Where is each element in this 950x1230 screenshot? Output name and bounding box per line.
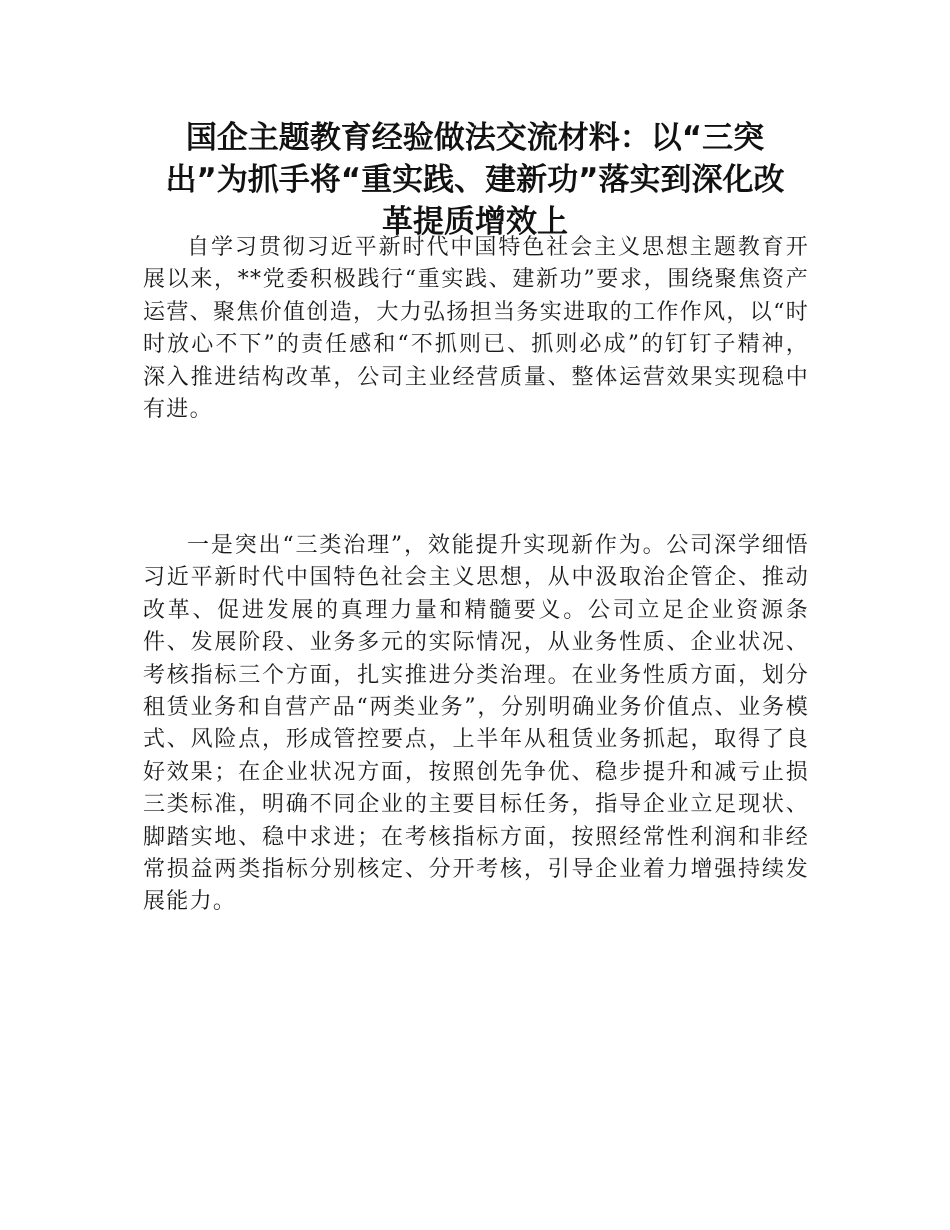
paragraph-section-one: 一是突出“三类治理”，效能提升实现新作为。公司深学细悟习近平新时代中国特色社会主义思想，从中汲取治企管企、推动改革、促进发展的真理力量和精髓要义。公司立足企业资源条件、发展阶段、业务多元的实际情况，从业务性质、企业状况、考核指标三个方面，扎实推进分类治理。在业务性质方面，划分租赁业务和自营产品“两类业务”，分别明确业务价值点、业务模式、风险点，形成管控要点，上半年从租赁业务抓起，取得了良好效果；在企业状况方面，按照创先争优、稳步提升和减亏止损三类标准，明确不同企业的主要目标任务，指导企业立足现状、脚踏实地、稳中求进；在考核指标方面，按照经常性利润和非经常损益两类指标分别核定、分开考核，引导企业着力增强持续发展能力。 (143, 533, 809, 915)
paragraph-intro: 自学习贯彻习近平新时代中国特色社会主义思想主题教育开展以来，**党委积极践行“重实践、建新功”要求，围绕聚焦资产运营、聚焦价值创造，大力弘扬担当务实进取的工作作风，以“时时放心不下”的责任感和“不抓则已、抓则必成”的钉钉子精神，深入推进结构改革，公司主业经营质量、整体运营效果实现稳中有进。 (143, 235, 809, 423)
document-title: 国企主题教育经验做法交流材料：以“三突出”为抓手将“重实践、建新功”落实到深化改革提质增效上 (165, 120, 785, 240)
